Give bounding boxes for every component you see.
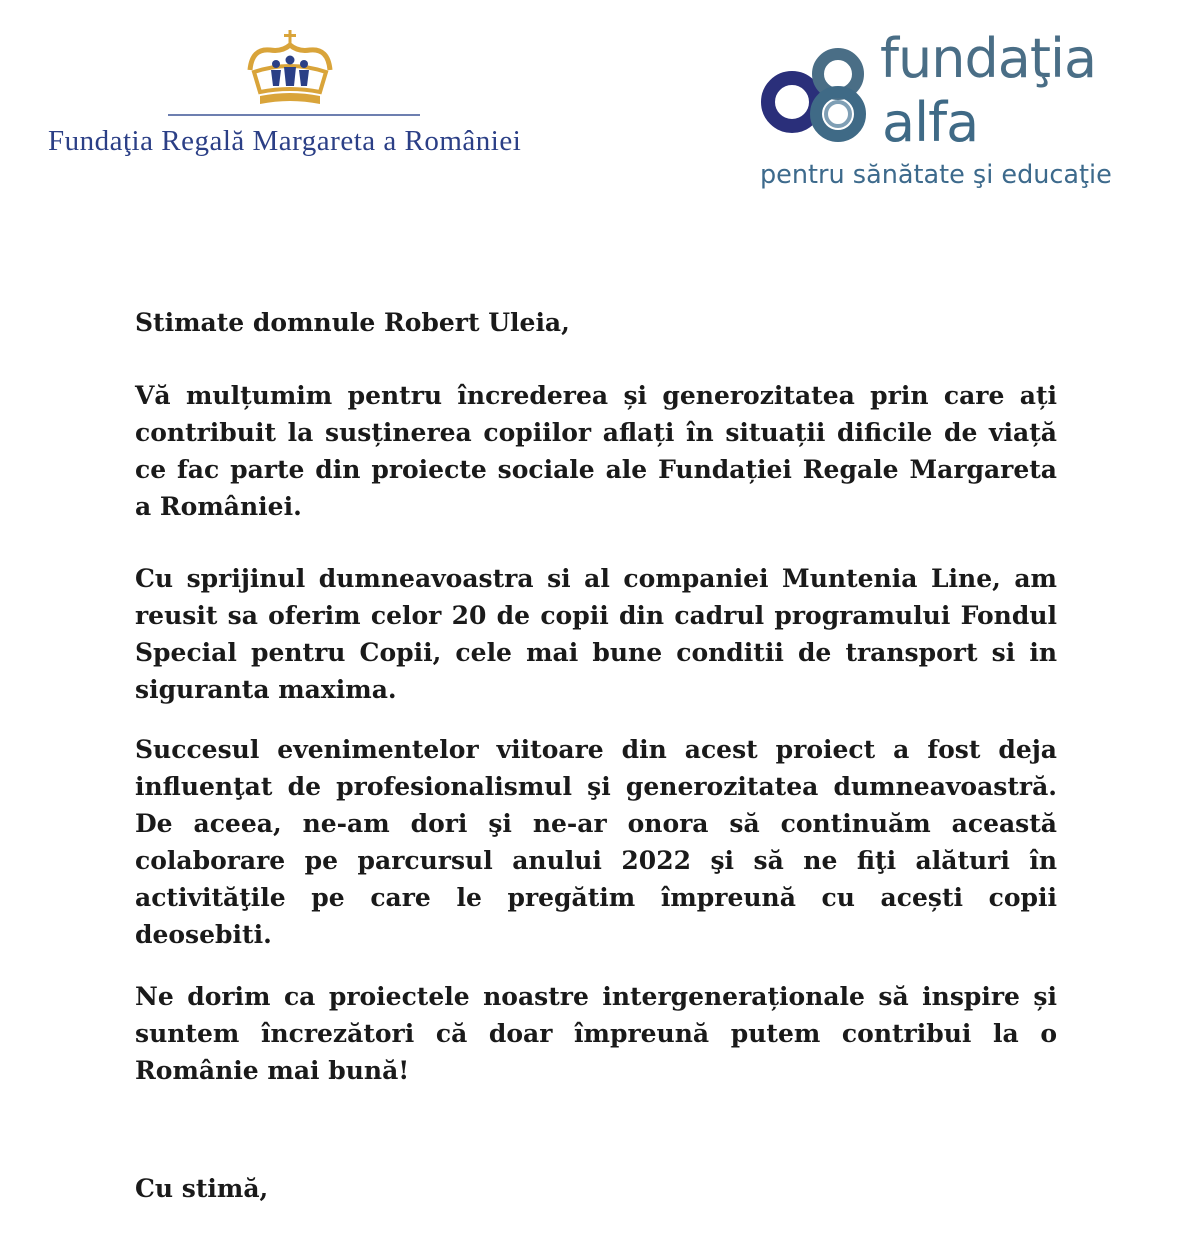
logo-divider	[168, 114, 420, 116]
royal-foundation-name: Fundaţia Regală Margareta a României	[48, 125, 522, 157]
royal-crown-icon	[240, 30, 340, 110]
alfa-foundation-logo	[758, 27, 1158, 200]
alfa-logo-word-fundatia: fundaţia	[880, 27, 1097, 90]
letter-paragraph: Ne dorim ca proiectele noastre intergeneraționale să inspire și suntem încrezători că doar împreună putem contribui la o Românie mai bună!	[135, 982, 1057, 1085]
alfa-logo-word-alfa: alfa	[882, 91, 979, 154]
alfa-logo-tagline: pentru sănătate şi educaţie	[760, 160, 1112, 190]
letter-salutation: Stimate domnule Robert Uleia,	[135, 308, 570, 337]
royal-foundation-logo	[40, 30, 550, 170]
letter-paragraph: Vă mulțumim pentru încrederea și generozitatea prin care ați contribuit la susținerea copiilor aflați în situații dificile de viață ce fac parte din proiecte sociale ale Fundației Regale Margareta a României.	[135, 381, 1057, 521]
letter-closing: Cu stimă,	[135, 1174, 269, 1203]
letter-paragraph: Cu sprijinul dumneavoastra si al companiei Muntenia Line, am reusit sa oferim celor 20 de copii din cadrul programului Fondul Special pentru Copii, cele mai bune conditii de transport si in siguranta maxima.	[135, 564, 1057, 704]
alfa-infinity-icon	[758, 38, 876, 148]
letter-paragraph: Succesul evenimentelor viitoare din acest proiect a fost deja influenţat de profesionalismul şi generozitatea dumneavoastră. De aceea, ne-am dori şi ne-ar onora să continuăm această colaborare pe parcursul anului 2022 şi să ne fiţi alături în activităţile pe care le pregătim împreună cu acești copii deosebiti.	[135, 735, 1057, 949]
